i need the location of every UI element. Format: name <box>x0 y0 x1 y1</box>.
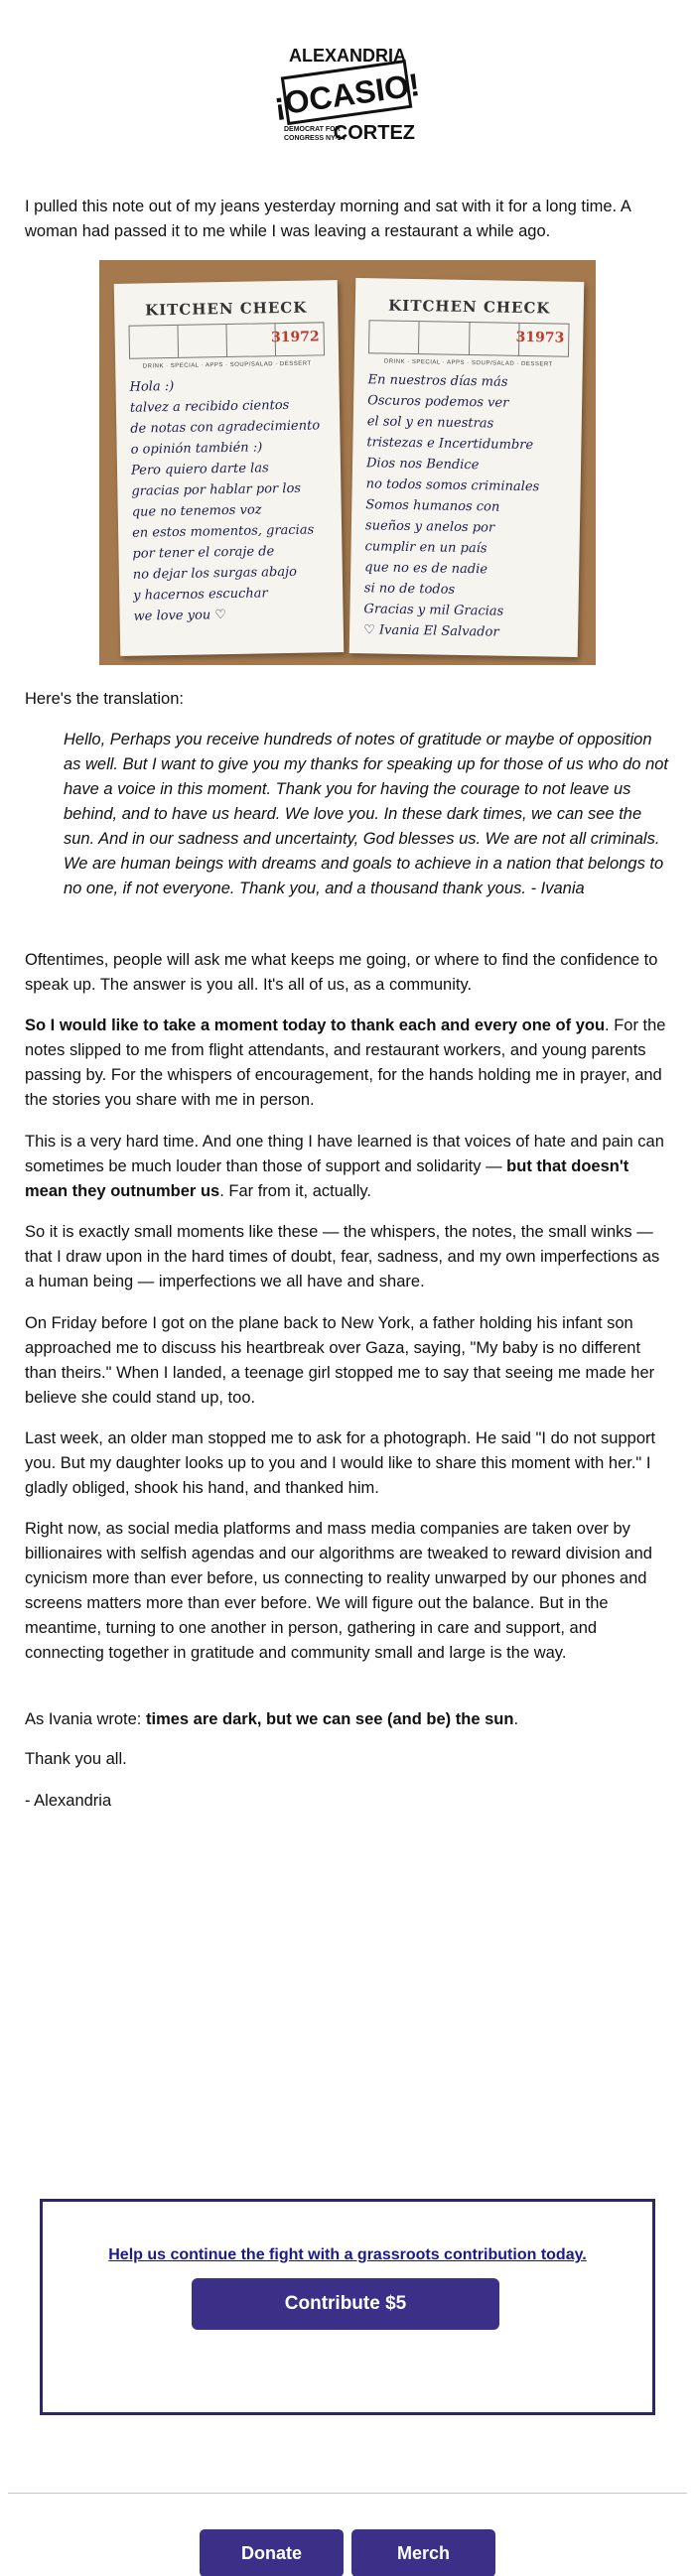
note-left-line: por tener el coraje de <box>132 544 275 562</box>
paragraph-8 <box>25 1707 670 1732</box>
note-left-title: KITCHEN CHECK <box>144 298 308 320</box>
note-right-line: Dios nos Bendice <box>365 456 480 474</box>
note-left-number: 31972 <box>270 329 320 346</box>
footer-divider <box>8 2493 687 2494</box>
logo-tagline-1: DEMOCRAT FOR <box>284 126 341 133</box>
note-left-line: de notas con agradecimiento <box>130 418 321 437</box>
paragraph-7: Right now, as social media platforms and mass media companies are taken over by billionaires with selfish agendas and our algorithms are tweaked to reward division and cynicism more than ever before, us connecting to reality unwarped by our phones and screens matters more than ever before. We will figure out the balance. But in the meantime, turning to one another in person, gathering in care and support, and connecting together in gratitude and community small and large is the way. <box>25 1520 652 1662</box>
note-right-line: Somos humanos con <box>365 497 500 515</box>
note-left-line: Hola :) <box>129 378 175 395</box>
paragraph-2-bold: So I would like to take a moment today to thank each and every one of you <box>25 1017 606 1034</box>
contribution-link[interactable]: Help us continue the fight with a grassroots contribution today. <box>108 2246 587 2263</box>
note-left-line: y hacernos escuchar <box>133 586 268 604</box>
intro-paragraph: I pulled this note out of my jeans yesterday morning and sat with it for a long time. A woman had passed it to me while I was leaving a restaurant a while ago. <box>25 198 630 240</box>
note-right-line: que no es de nadie <box>364 560 488 578</box>
note-left-line: Pero quiero darte las <box>130 461 269 478</box>
paragraph-3-bold: but that doesn't mean they outnumber us <box>25 1157 629 1200</box>
signoff: - Alexandria <box>25 1792 112 1810</box>
note-right-line: sueños y anelos por <box>364 518 495 536</box>
note-right-handwriting <box>363 369 569 643</box>
note-right-line: Oscuros podemos ver <box>367 393 509 411</box>
note-left-line: gracias por hablar por los <box>131 480 302 499</box>
note-right-header-grid <box>368 320 570 368</box>
note-right-columns: DRINK · SPECIAL · APPS · SOUP/SALAD · DESSERT <box>383 358 553 368</box>
contribution-box <box>40 2199 655 2415</box>
logo-name-top: ALEXANDRIA <box>288 46 407 66</box>
paragraph-2-rest: . For the notes slipped to me from flight attendants, and restaurant workers, and young parents passing by. For the whispers of encouragement, for the hands holding me in prayer, and the stories you share with me in person. <box>25 1017 666 1109</box>
paragraph-3 <box>25 1130 670 1204</box>
note-right-line: si no de todos <box>363 581 456 598</box>
translation-label: Here's the translation: <box>25 690 184 708</box>
campaign-logo[interactable] <box>0 40 695 159</box>
donate-button[interactable]: Donate <box>200 2529 344 2576</box>
note-right-line: Gracias y mil Gracias <box>363 602 504 619</box>
note-left-line: en estos momentos, gracias <box>132 522 315 541</box>
note-right-line: el sol y en nuestras <box>366 414 494 432</box>
note-left-handwriting <box>129 373 329 626</box>
logo-tagline-2: CONGRESS NY-14 <box>284 135 346 142</box>
note-left-line: we love you ♡ <box>133 608 227 624</box>
kitchen-check-left <box>114 280 345 656</box>
note-left-line: no dejar los surgas abajo <box>132 564 298 583</box>
note-right-line: ♡ Ivania El Salvador <box>362 622 499 640</box>
paragraph-3-end: . Far from it, actually. <box>219 1182 372 1200</box>
merch-button[interactable]: Merch <box>351 2529 495 2576</box>
note-right-line: cumplir en un país <box>364 539 487 557</box>
paragraph-3-start: This is a very hard time. And one thing I have learned is that voices of hate and pain can sometimes be much louder than those of support and solidarity — <box>25 1133 664 1175</box>
logo-name-bottom: CORTEZ <box>333 122 415 144</box>
note-right-title: KITCHEN CHECK <box>388 296 551 318</box>
note-right-line: tristezas e Incertidumbre <box>366 435 534 454</box>
note-left-line: talvez a recibido cientos <box>129 397 290 416</box>
kitchen-check-right <box>349 278 585 657</box>
note-right-line: En nuestros días más <box>367 372 508 390</box>
notes-photo <box>99 260 596 665</box>
paragraph-8-start: As Ivania wrote: <box>25 1710 146 1728</box>
translation-quote: Hello, Perhaps you receive hundreds of notes of gratitude or maybe of opposition as well. But I want to give you my thanks for speaking up for those of us who do not have a voice in this moment. Thank you for having the courage to not leave us behind, and to have us heard. We love you. In these dark times, we can see the sun. And in our sadness and uncertainty, God blesses us. We are not all criminals. We are human beings with dreams and goals to achieve in a nation that belongs to no one, if not everyone. Thank you, and a thousand thank yous. - Ivania <box>64 731 669 897</box>
logo-name-main: ¡OCASIO! <box>271 66 422 123</box>
paragraph-8-bold: times are dark, but we can see (and be) the sun <box>145 1710 514 1728</box>
paragraph-8-end: . <box>513 1710 519 1728</box>
paragraph-1: Oftentimes, people will ask me what keeps me going, or where to find the confidence to speak up. The answer is you all. It's all of us, as a community. <box>25 951 658 994</box>
note-left-line: que no tenemos voz <box>131 502 262 520</box>
note-right-line: no todos somos criminales <box>365 476 540 495</box>
paragraph-2 <box>25 1014 670 1113</box>
contribute-button[interactable]: Contribute $5 <box>192 2278 499 2330</box>
note-left-header-grid <box>128 322 325 370</box>
note-left-line: o opinión también :) <box>130 440 263 458</box>
note-left-columns: DRINK · SPECIAL · APPS · SOUP/SALAD · DESSERT <box>142 360 312 370</box>
paragraph-4: So it is exactly small moments like these — the whispers, the notes, the small winks — that I draw upon in the hard times of doubt, fear, sadness, and my own imperfections as a human being — imperfections we all have and share. <box>25 1223 660 1290</box>
paragraph-9: Thank you all. <box>25 1750 127 1768</box>
note-right-number: 31973 <box>515 329 565 346</box>
paragraph-6: Last week, an older man stopped me to ask for a photograph. He said "I do not support you. But my daughter looks up to you and I would like to share this moment with her." I gladly obliged, shook his hand, and thanked him. <box>25 1429 656 1497</box>
paragraph-5: On Friday before I got on the plane back to New York, a father holding his infant son approached me to discuss his heartbreak over Gaza, saying, "My baby is no different than theirs." When I landed, a teenage girl stopped me to say that seeing me made her believe she could stand up, too. <box>25 1314 655 1407</box>
